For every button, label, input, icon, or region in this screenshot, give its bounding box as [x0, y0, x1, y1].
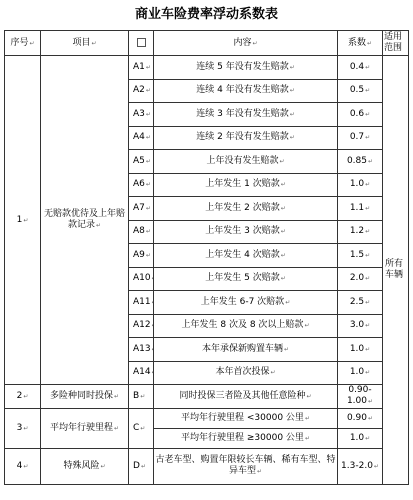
coefficient-value: 1.0: [349, 367, 365, 378]
content-text: 平均年行驶里程 ≥30000 公里: [181, 432, 304, 443]
coefficient-value: 1.0: [349, 343, 365, 354]
item-code: A11: [133, 296, 151, 307]
header-coef: 系数: [347, 37, 366, 48]
item-code: A8: [133, 226, 145, 237]
table-row: [5, 385, 409, 409]
row-number: 2: [16, 390, 23, 401]
item-name: 平均年行驶里程: [49, 422, 113, 433]
table-row: [5, 408, 409, 428]
item-name: 无赔款优待及上年赔款记录: [43, 209, 125, 230]
item-name: 多险种同时投保: [49, 390, 113, 401]
page-title: 商业车险费率浮动系数表: [134, 7, 278, 22]
item-code: C: [133, 422, 140, 433]
item-code: A5: [133, 155, 145, 166]
checkbox-icon: [137, 38, 146, 47]
item-code: A12: [133, 320, 151, 331]
coefficient-value: 0.6: [349, 108, 365, 119]
item-code: A3: [133, 108, 145, 119]
item-code: A9: [133, 249, 145, 260]
coefficient-value: 1.1: [349, 202, 365, 213]
content-text: 本年首次投保: [215, 367, 270, 378]
header-content: 内容: [233, 37, 252, 48]
item-code: A1: [133, 61, 145, 72]
item-code: D: [133, 460, 140, 471]
coefficient-value: 3.0: [349, 320, 365, 331]
table-header-row: [5, 31, 409, 56]
item-code: A13: [133, 343, 151, 354]
item-name: 特殊风险: [63, 460, 100, 471]
content-text: 连续 5 年没有发生赔款: [196, 61, 289, 72]
content-text: 同时投保三者险及其他任意险种: [179, 390, 306, 401]
content-text: 平均年行驶里程 <30000 公里: [181, 412, 304, 423]
coefficient-value: 0.90: [346, 412, 367, 423]
coefficient-value: 0.90-1.00: [346, 385, 372, 407]
content-text: 上年发生 5 次赔款: [205, 273, 280, 284]
row-number: 3: [16, 422, 23, 433]
header-scope: 适用范围: [384, 32, 403, 53]
coefficient-value: 1.3-2.0: [341, 460, 373, 471]
coefficient-value: 1.0: [349, 432, 365, 443]
coefficient-value: 2.5: [349, 296, 365, 307]
content-text: 上年发生 3 次赔款: [205, 226, 280, 237]
table-row: [5, 448, 409, 484]
item-code: A2: [133, 85, 145, 96]
item-code: B: [133, 390, 140, 401]
item-code: A6: [133, 179, 145, 190]
content-text: 上年发生 1 次赔款: [205, 179, 280, 190]
coefficient-value: 1.2: [349, 226, 365, 237]
coefficient-value: 0.7: [349, 132, 365, 143]
coefficient-value: 0.85: [346, 155, 367, 166]
coefficient-value: 2.0: [349, 273, 365, 284]
content-text: 上年发生 4 次赔款: [205, 249, 280, 260]
item-code: A14: [133, 367, 151, 378]
content-text: 连续 4 年没有发生赔款: [196, 85, 289, 96]
content-text: 连续 3 年没有发生赔款: [196, 108, 289, 119]
coefficient-value: 0.5: [349, 85, 365, 96]
coefficient-value: 1.0: [349, 179, 365, 190]
item-code: A4: [133, 132, 145, 143]
row-number: 4: [16, 460, 23, 471]
content-text: 上年发生 2 次赔款: [205, 202, 280, 213]
table-row: [5, 56, 409, 80]
content-text: 本年承保新购置车辆: [201, 343, 283, 354]
row-number: 1: [16, 214, 23, 225]
header-no: 序号: [10, 37, 29, 48]
content-text: 上年发生 8 次及 8 次以上赔款: [181, 320, 304, 331]
coefficient-value: 1.5: [349, 249, 365, 260]
content-text: 连续 2 年没有发生赔款: [196, 132, 289, 143]
coefficient-value: 0.4: [349, 61, 365, 72]
content-text: 上年发生 6-7 次赔款: [200, 296, 285, 307]
item-code: A7: [133, 202, 145, 213]
content-text: 古老车型、购置年限较长车辆、稀有车型、特异车型: [155, 455, 336, 476]
coefficient-table: [4, 30, 409, 485]
content-text: 上年没有发生赔款: [206, 155, 279, 166]
item-code: A10: [133, 273, 151, 284]
header-item: 项目: [72, 37, 91, 48]
scope-text: 所有车辆: [385, 258, 404, 280]
